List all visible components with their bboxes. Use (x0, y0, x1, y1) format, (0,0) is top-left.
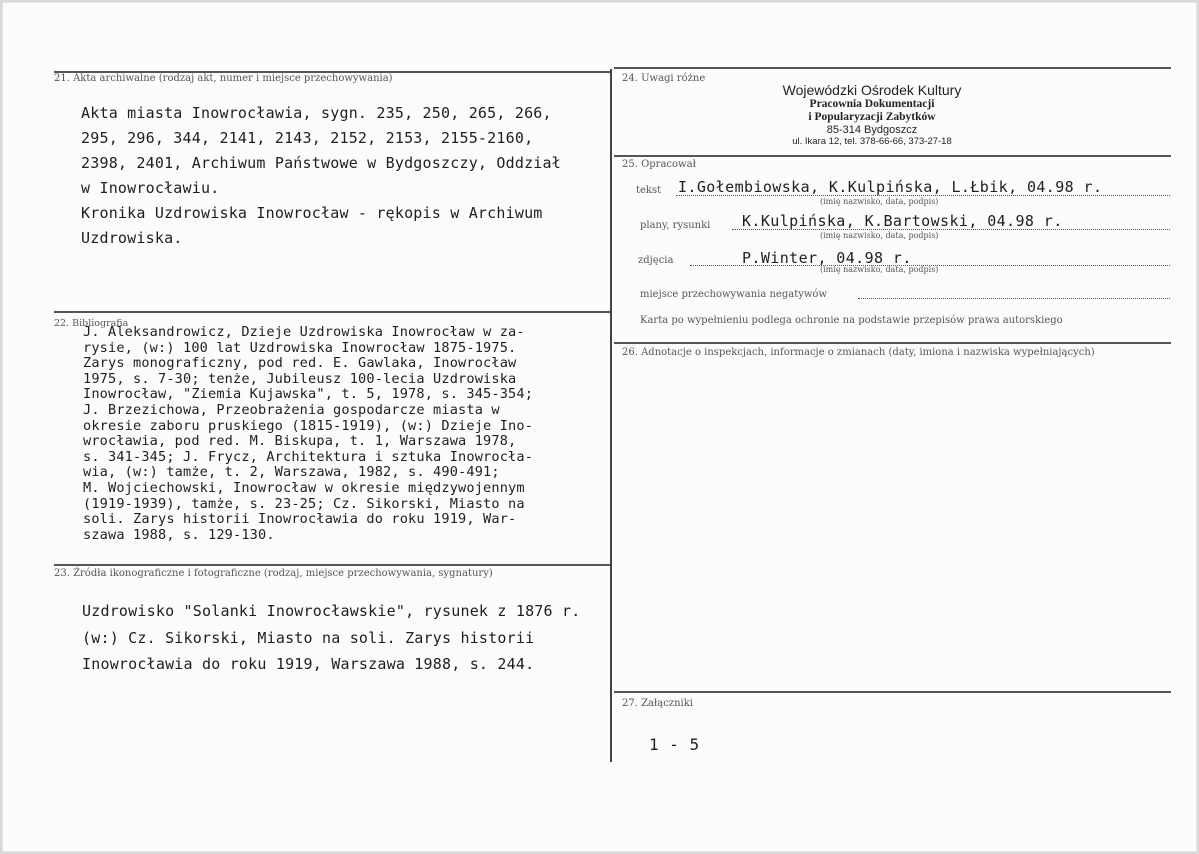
rule-26-top (614, 342, 1171, 344)
rule-25-top (614, 155, 1171, 157)
section-21-text (81, 101, 606, 251)
text-line: Uzdrowiska. (81, 229, 183, 247)
plany-label: plany, rysunki (640, 220, 711, 231)
text-line: Zarys monograficzny, pod red. E. Gawlaka, Inowrocław (83, 355, 517, 372)
institution-stamp (622, 82, 1122, 147)
section-21-label: 21. Akta archiwalne (rodzaj akt, numer i miejsce przechowywania) (54, 73, 393, 84)
rule-27-top (614, 691, 1171, 693)
text-line: 295, 296, 344, 2141, 2143, 2152, 2153, 2155-2160, (81, 129, 534, 147)
rule-22-top (54, 311, 612, 313)
stamp-line: Pracownia Dokumentacji (809, 98, 935, 110)
section-23-label: 23. Źródła ikonograficzne i fotograficzne (rodzaj, miejsce przechowywania, sygnatury) (54, 568, 493, 579)
text-line: 1975, s. 7-30; tenże, Jubileusz 100-lecia Uzdrowiska (83, 370, 517, 387)
stamp-line: 85-314 Bydgoszcz (826, 124, 918, 136)
text-line: wrocławia, pod red. M. Biskupa, t. 1, Warszawa 1978, (83, 433, 517, 450)
text-line: Akta miasta Inowrocławia, sygn. 235, 250, 265, 266, (81, 104, 552, 122)
text-line: Uzdrowisko "Solanki Inowrocławskie", rysunek z 1876 r. (82, 602, 581, 620)
text-line: Inowrocławia do roku 1919, Warszawa 1988, s. 244. (82, 655, 535, 673)
section-23-text (82, 598, 608, 678)
text-line: J. Brzezichowa, Przeobrażenia gospodarcze miasta w (83, 401, 500, 418)
tekst-hint: (imię nazwisko, data, podpis) (820, 197, 939, 206)
text-line: Inowrocław, "Ziemia Kujawska", t. 5, 1978, s. 345-354; (83, 386, 534, 403)
zdjecia-value: P.Winter, 04.98 r. (742, 249, 912, 267)
center-divider (610, 69, 612, 762)
text-line: 2398, 2401, Archiwum Państwowe w Bydgoszczy, Oddział (81, 154, 561, 172)
top-rule-right (614, 67, 1171, 69)
tekst-value: I.Gołembiowska, K.Kulpińska, L.Łbik, 04.98 r. (678, 178, 1103, 196)
stamp-line: Wojewódzki Ośrodek Kultury (782, 82, 962, 98)
zdjecia-hint: (imię nazwisko, data, podpis) (820, 265, 939, 274)
section-26-label: 26. Adnotacje o inspekcjach, informacje o zmianach (daty, imiona i nazwiska wypełniających) (622, 347, 1095, 358)
section-27-label: 27. Załączniki (622, 698, 693, 709)
text-line: rysie, (w:) 100 lat Uzdrowiska Inowrocław 1875-1975. (83, 339, 517, 356)
plany-value: K.Kulpińska, K.Bartowski, 04.98 r. (742, 212, 1063, 230)
plany-hint: (imię nazwisko, data, podpis) (820, 231, 939, 240)
text-line: Kronika Uzdrowiska Inowrocław - rękopis w Archiwum (81, 204, 543, 222)
section-22-text (83, 325, 609, 543)
stamp-line: ul. Ikara 12, tel. 378-66-66, 373-27-18 (792, 136, 952, 147)
text-line: (1919-1939), tamże, s. 23-25; Cz. Sikorski, Miasto na (83, 495, 525, 512)
section-25-label: 25. Opracował (622, 159, 696, 170)
section-22-label: 22. Bibliografia (54, 318, 129, 329)
text-line: wia, (w:) tamże, t. 2, Warszawa, 1982, s. 490-491; (83, 464, 500, 481)
negatywy-line (858, 298, 1170, 299)
text-line: soli. Zarys historii Inowrocławia do roku 1919, War- (83, 511, 517, 528)
text-line: okresie zaboru pruskiego (1815-1919), (w:) Dzieje Ino- (83, 417, 534, 434)
tekst-label: tekst (636, 185, 662, 196)
attachments-value: 1 - 5 (649, 735, 700, 754)
rule-23-top (54, 564, 612, 566)
record-card (2, 2, 1197, 852)
text-line: w Inowrocławiu. (81, 179, 220, 197)
text-line: M. Wojciechowski, Inowrocław w okresie międzywojennym (83, 479, 525, 496)
text-line: J. Aleksandrowicz, Dzieje Uzdrowiska Inowrocław w za- (83, 324, 525, 340)
section-24-label: 24. Uwagi różne (622, 73, 706, 84)
zdjecia-label: zdjęcia (638, 255, 674, 266)
text-line: (w:) Cz. Sikorski, Miasto na soli. Zarys historii (82, 628, 535, 647)
karta-note: Karta po wypełnieniu podlega ochronie na podstawie przepisów prawa autorskiego (640, 315, 1063, 326)
text-line: szawa 1988, s. 129-130. (83, 526, 275, 543)
text-line: s. 341-345; J. Frycz, Architektura i sztuka Inowrocła- (83, 448, 534, 465)
negatywy-label: miejsce przechowywania negatywów (640, 289, 827, 300)
stamp-line: i Popularyzacji Zabytków (808, 111, 936, 123)
